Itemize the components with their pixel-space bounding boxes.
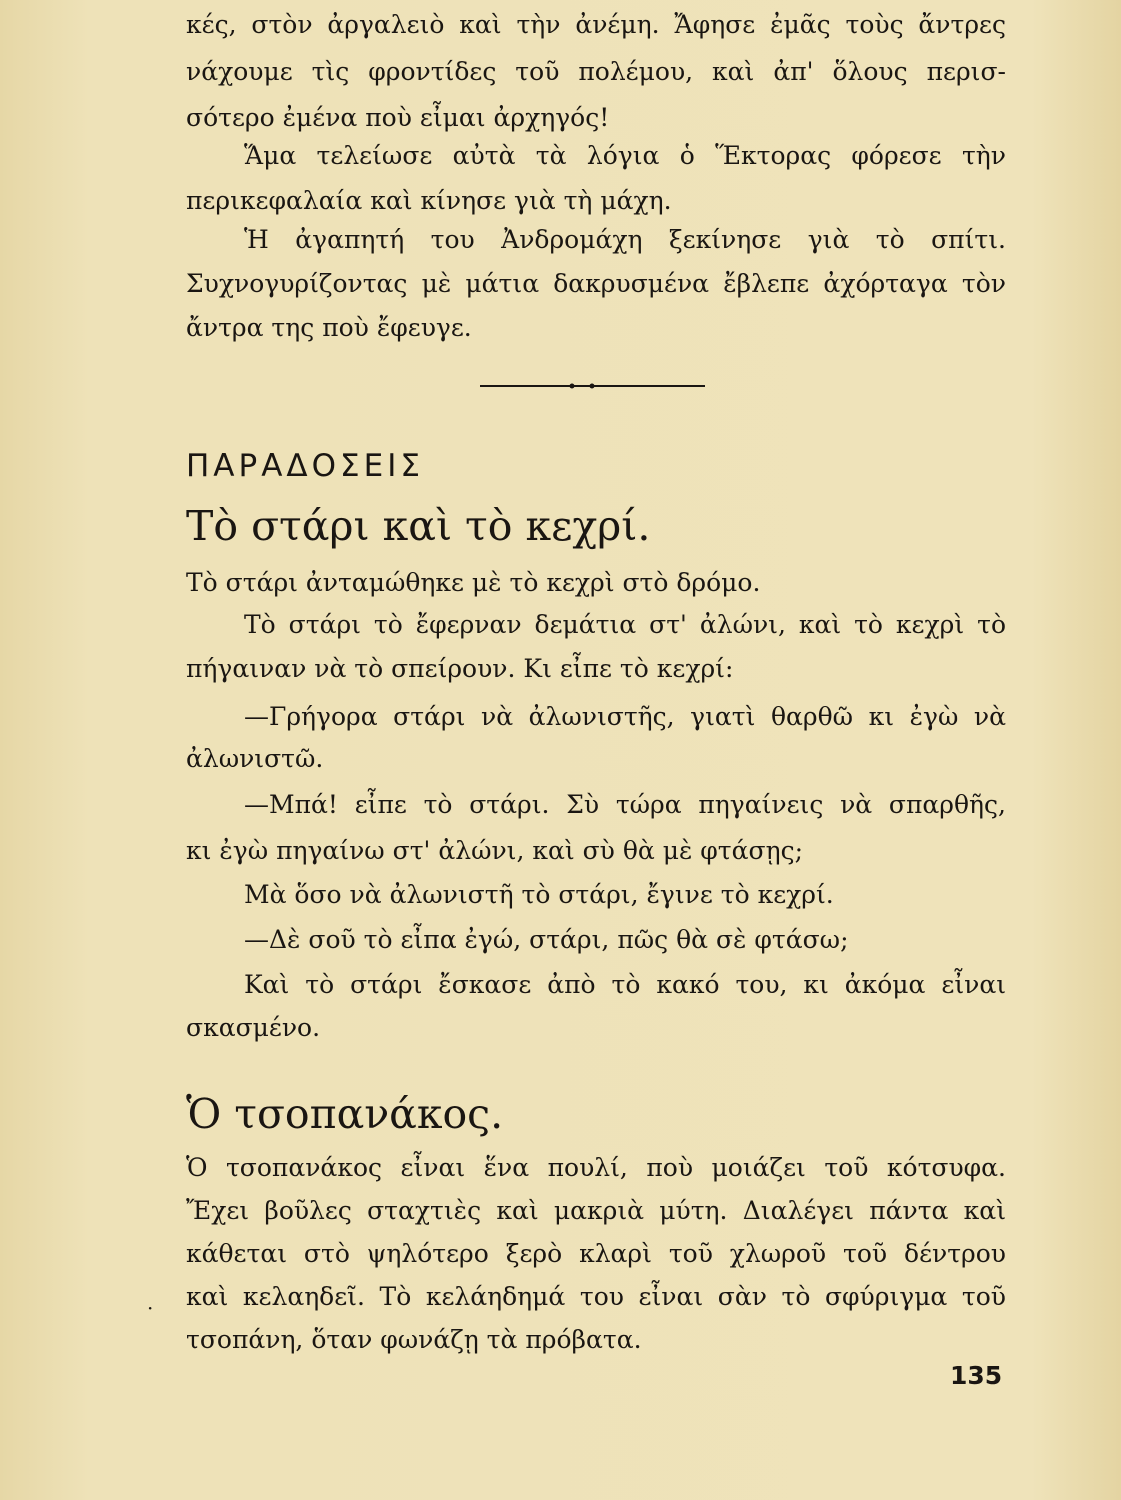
- text-line: Ἔχει βοῦλες σταχτιὲς καὶ μακριὰ μύτη. Διαλέγει πάντα καὶ: [186, 1196, 1006, 1225]
- text-line: Τὸ στάρι τὸ ἔφερναν δεμάτια στ' ἀλώνι, καὶ τὸ κεχρὶ τὸ: [244, 610, 1006, 639]
- section-heading: ΠΑΡΑΔΟΣΕΙΣ: [186, 448, 424, 484]
- text-line: Συχνογυρίζοντας μὲ μάτια δακρυσμένα ἔβλεπε ἀχόρταγα τὸν: [186, 269, 1006, 298]
- margin-mark: ·: [147, 1296, 154, 1320]
- story-title: Ὁ τσοπανάκος.: [186, 1090, 504, 1138]
- text-line: τσοπάνη, ὅταν φωνάζῃ τὰ πρόβατα.: [186, 1325, 642, 1354]
- text-line: πήγαιναν νὰ τὸ σπείρουν. Κι εἶπε τὸ κεχρί:: [186, 654, 734, 683]
- text-line: νάχουμε τὶς φροντίδες τοῦ πολέμου, καὶ ἀπ' ὅλους περισ-: [186, 57, 1006, 86]
- text-line: Τὸ στάρι ἀνταμώθηκε μὲ τὸ κεχρὶ στὸ δρόμο.: [186, 568, 761, 597]
- text-line: καὶ κελαηδεῖ. Τὸ κελάηδημά του εἶναι σὰν τὸ σφύριγμα τοῦ: [186, 1282, 1006, 1311]
- text-line: κι ἐγὼ πηγαίνω στ' ἀλώνι, καὶ σὺ θὰ μὲ φτάσῃς;: [186, 836, 803, 865]
- text-line: ἀλωνιστῶ.: [186, 744, 324, 773]
- text-line: σότερο ἐμένα ποὺ εἶμαι ἀρχηγός!: [186, 103, 610, 132]
- story-title: Τὸ στάρι καὶ τὸ κεχρί.: [186, 502, 651, 550]
- text-line: Μὰ ὅσο νὰ ἀλωνιστῆ τὸ στάρι, ἔγινε τὸ κεχρί.: [244, 880, 834, 909]
- text-line: Ἡ ἀγαπητή του Ἀνδρομάχη ξεκίνησε γιὰ τὸ σπίτι.: [244, 225, 1006, 254]
- text-line: σκασμένο.: [186, 1013, 321, 1042]
- text-line: —Δὲ σοῦ τὸ εἶπα ἐγώ, στάρι, πῶς θὰ σὲ φτάσω;: [244, 925, 849, 954]
- page-number: 135: [950, 1361, 1003, 1390]
- text-line: —Μπά! εἶπε τὸ στάρι. Σὺ τώρα πηγαίνεις νὰ σπαρθῆς,: [244, 790, 1006, 819]
- text-line: Ἅμα τελείωσε αὐτὰ τὰ λόγια ὁ Ἕκτορας φόρεσε τὴν: [244, 141, 1006, 170]
- text-line: Ὁ τσοπανάκος εἶναι ἕνα πουλί, ποὺ μοιάζει τοῦ κότσυφα.: [186, 1153, 1006, 1182]
- text-line: κάθεται στὸ ψηλότερο ξερὸ κλαρὶ τοῦ χλωροῦ τοῦ δέντρου: [186, 1239, 1006, 1268]
- text-line: ἄντρα της ποὺ ἔφευγε.: [186, 313, 472, 342]
- text-line: περικεφαλαία καὶ κίνησε γιὰ τὴ μάχη.: [186, 186, 672, 215]
- text-line: κές, στὸν ἀργαλειὸ καὶ τὴν ἀνέμη. Ἄφησε ἐμᾶς τοὺς ἄντρες: [186, 10, 1006, 39]
- ornamental-divider: [480, 383, 705, 389]
- text-line: Καὶ τὸ στάρι ἔσκασε ἀπὸ τὸ κακό του, κι ἀκόμα εἶναι: [244, 970, 1006, 999]
- text-line: —Γρήγορα στάρι νὰ ἀλωνιστῆς, γιατὶ θαρθῶ κι ἐγὼ νὰ: [244, 702, 1006, 731]
